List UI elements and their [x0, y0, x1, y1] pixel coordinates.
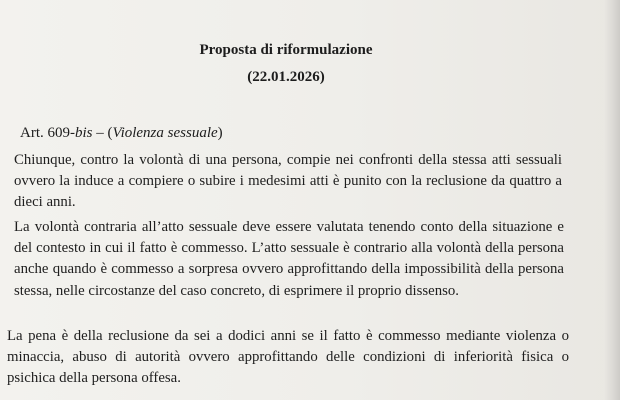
paragraph-1: Chiunque, contro la volontà di una persona, compie nei confronti della stessa atti sessuali ovvero la induce a compiere o subire i medesimi atti è punito con la reclusione da quattro a dieci anni.: [14, 152, 562, 211]
article-dash: – (: [92, 125, 113, 141]
article-close-paren: ): [217, 125, 223, 141]
article-title: Violenza sessuale: [112, 125, 218, 141]
paragraph-3: La pena è della reclusione da sei a dodici anni se il fatto è commesso mediante violenza o minaccia, abuso di autorità ovvero approfittando delle condizioni di inferiorità fisica o psichica della persona offesa.: [7, 328, 569, 387]
article-heading: [20, 124, 223, 142]
page-edge-shadow: [604, 0, 620, 400]
document-title: Proposta di riformulazione: [199, 42, 373, 58]
document-date: (22.01.2026): [247, 69, 325, 85]
article-number: Art. 609-: [20, 125, 75, 141]
article-suffix: bis: [75, 125, 93, 141]
paragraph-2: La volontà contraria all’atto sessuale deve essere valutata tenendo conto della situazione e del contesto in cui il fatto è commesso. L’atto sessuale è contrario alla volontà della persona anche quando è commesso a sorpresa ovvero approfittando della impossibilità della persona stessa, nelle circostanze del caso concreto, di esprimere il proprio dissenso.: [14, 219, 564, 299]
